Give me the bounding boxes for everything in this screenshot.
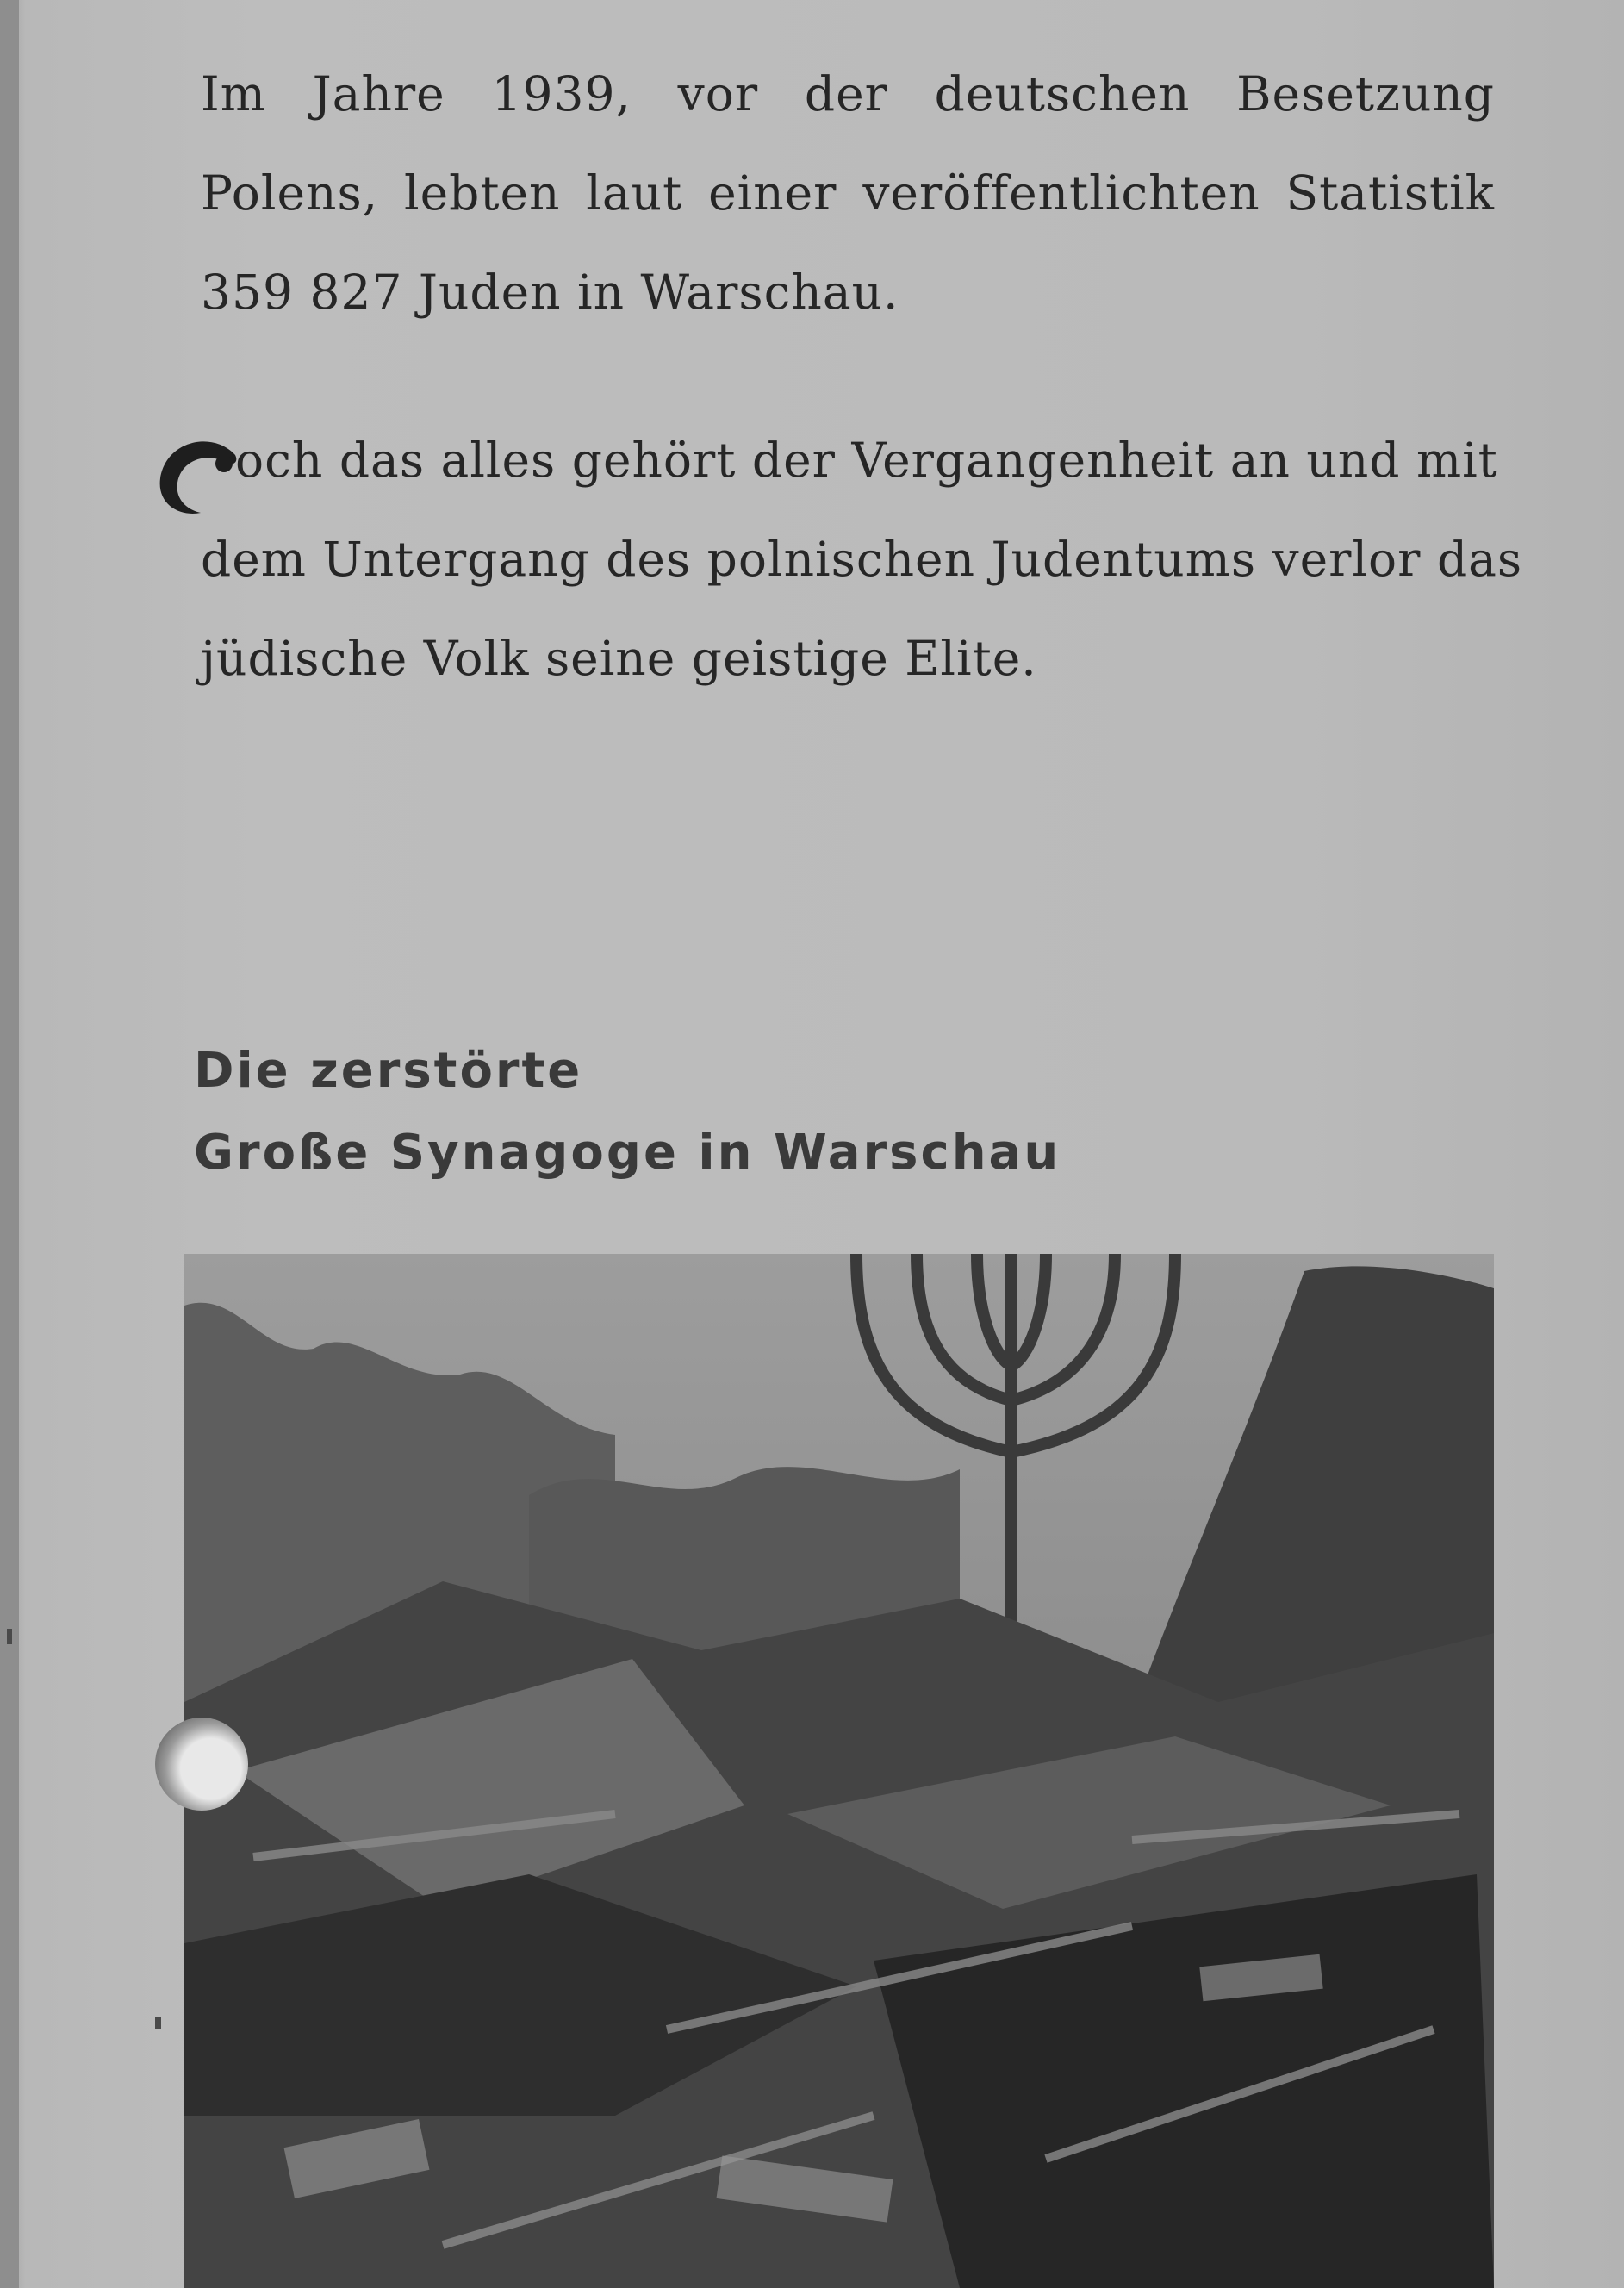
paragraph-line: Im Jahre 1939, vor der deutschen Besetzung [201,66,1495,122]
punch-hole [155,1718,248,1811]
synagogue-ruins-photo [184,1254,1494,2288]
paragraph-history [235,411,1498,510]
paragraph-line: dem Untergang des polnischen Judentums verlor das [201,532,1523,587]
paragraph-line: jüdische Volk seine geistige Elite. [201,631,1037,686]
scan-mark [155,2017,161,2029]
scan-mark [7,1629,12,1644]
paragraph-line: 359 827 Juden in Warschau. [201,265,899,320]
paragraph-line: och das alles gehört der Vergangenheit an und mit [235,433,1498,488]
paragraph-history-continued [201,510,1523,708]
caption-title-line1: Die zerstörte [194,1043,583,1099]
page-edge [0,0,19,2288]
paragraph-line: Polens, lebten laut einer veröffentlichten Statistik [201,165,1495,221]
caption-title-line2: Große Synagoge in Warschau [194,1125,1061,1181]
paragraph-statistics [201,45,1495,342]
